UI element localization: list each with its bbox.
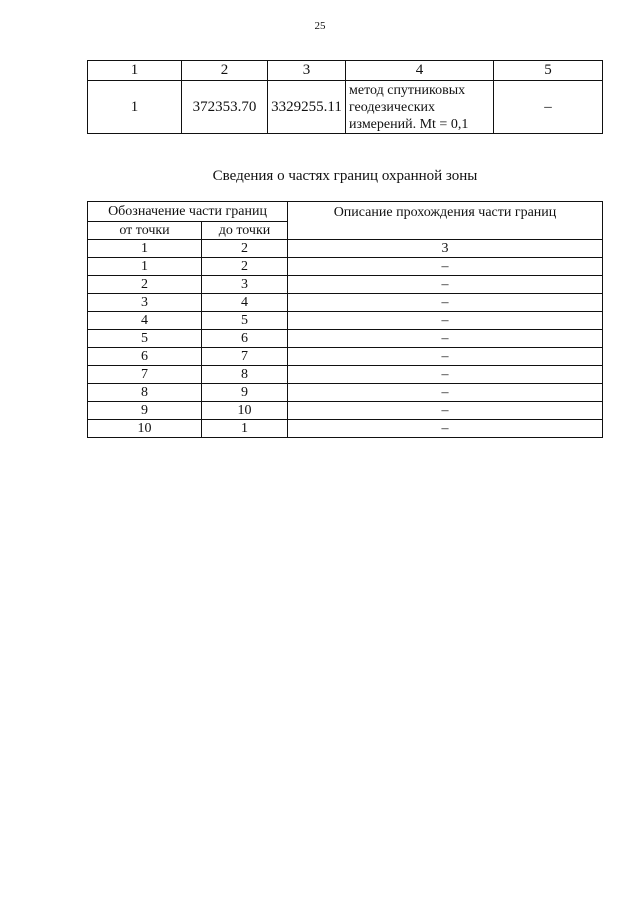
from-point-cell: 10 — [88, 420, 202, 438]
section-title: Сведения о частях границ охранной зоны — [212, 168, 478, 184]
from-point-cell: 3 — [88, 294, 202, 312]
column-5-cell: – — [494, 81, 603, 134]
description-cell: – — [288, 258, 603, 276]
to-point-cell: 8 — [202, 366, 288, 384]
coordinates-header-cell: 5 — [494, 61, 603, 81]
to-point-header: до точки — [202, 222, 288, 240]
from-point-cell: 5 — [88, 330, 202, 348]
to-point-cell: 9 — [202, 384, 288, 402]
table-row — [88, 420, 603, 438]
page-number: 25 — [314, 20, 326, 32]
boundary-part-designation-header: Обозначение части границ — [88, 202, 288, 222]
coordinates-table — [87, 60, 603, 134]
description-cell: – — [288, 348, 603, 366]
description-cell: – — [288, 294, 603, 312]
coordinates-header-cell: 1 — [88, 61, 182, 81]
to-point-cell: 3 — [202, 276, 288, 294]
from-point-cell: 6 — [88, 348, 202, 366]
coordinates-table-row — [88, 81, 603, 134]
numbering-cell: 3 — [288, 240, 603, 258]
x-coordinate-cell: 372353.70 — [182, 81, 268, 134]
to-point-cell: 5 — [202, 312, 288, 330]
table-row — [88, 258, 603, 276]
point-number-cell: 1 — [88, 81, 182, 134]
table-row — [88, 402, 603, 420]
to-point-cell: 10 — [202, 402, 288, 420]
coordinates-header-cell: 2 — [182, 61, 268, 81]
to-point-cell: 7 — [202, 348, 288, 366]
table-row — [88, 384, 603, 402]
parts-table-body — [88, 240, 603, 438]
method-line: геодезических — [349, 99, 436, 115]
table-row — [88, 348, 603, 366]
table-row — [88, 330, 603, 348]
parts-table-header-row — [88, 202, 603, 222]
table-row — [88, 294, 603, 312]
description-cell: – — [288, 420, 603, 438]
boundary-description-header: Описание прохождения части границ — [288, 202, 603, 240]
description-cell: – — [288, 312, 603, 330]
table-row — [88, 312, 603, 330]
column-numbering-row — [88, 240, 603, 258]
from-point-cell: 8 — [88, 384, 202, 402]
numbering-cell: 1 — [88, 240, 202, 258]
coordinates-table-header — [88, 61, 603, 81]
method-line: измерений. Mt = 0,1 — [349, 116, 469, 132]
from-point-cell: 1 — [88, 258, 202, 276]
coordinates-header-cell: 4 — [346, 61, 494, 81]
from-point-cell: 2 — [88, 276, 202, 294]
description-cell: – — [288, 366, 603, 384]
method-line: метод спутниковых — [349, 82, 466, 98]
from-point-cell: 4 — [88, 312, 202, 330]
to-point-cell: 1 — [202, 420, 288, 438]
to-point-cell: 6 — [202, 330, 288, 348]
from-point-header: от точки — [88, 222, 202, 240]
description-cell: – — [288, 384, 603, 402]
description-cell: – — [288, 330, 603, 348]
numbering-cell: 2 — [202, 240, 288, 258]
description-cell: – — [288, 402, 603, 420]
description-cell: – — [288, 276, 603, 294]
from-point-cell: 9 — [88, 402, 202, 420]
table-row — [88, 276, 603, 294]
method-cell — [346, 81, 494, 134]
to-point-cell: 2 — [202, 258, 288, 276]
boundary-parts-table — [87, 201, 603, 438]
coordinates-header-cell: 3 — [268, 61, 346, 81]
table-row — [88, 366, 603, 384]
from-point-cell: 7 — [88, 366, 202, 384]
to-point-cell: 4 — [202, 294, 288, 312]
y-coordinate-cell: 3329255.11 — [268, 81, 346, 134]
